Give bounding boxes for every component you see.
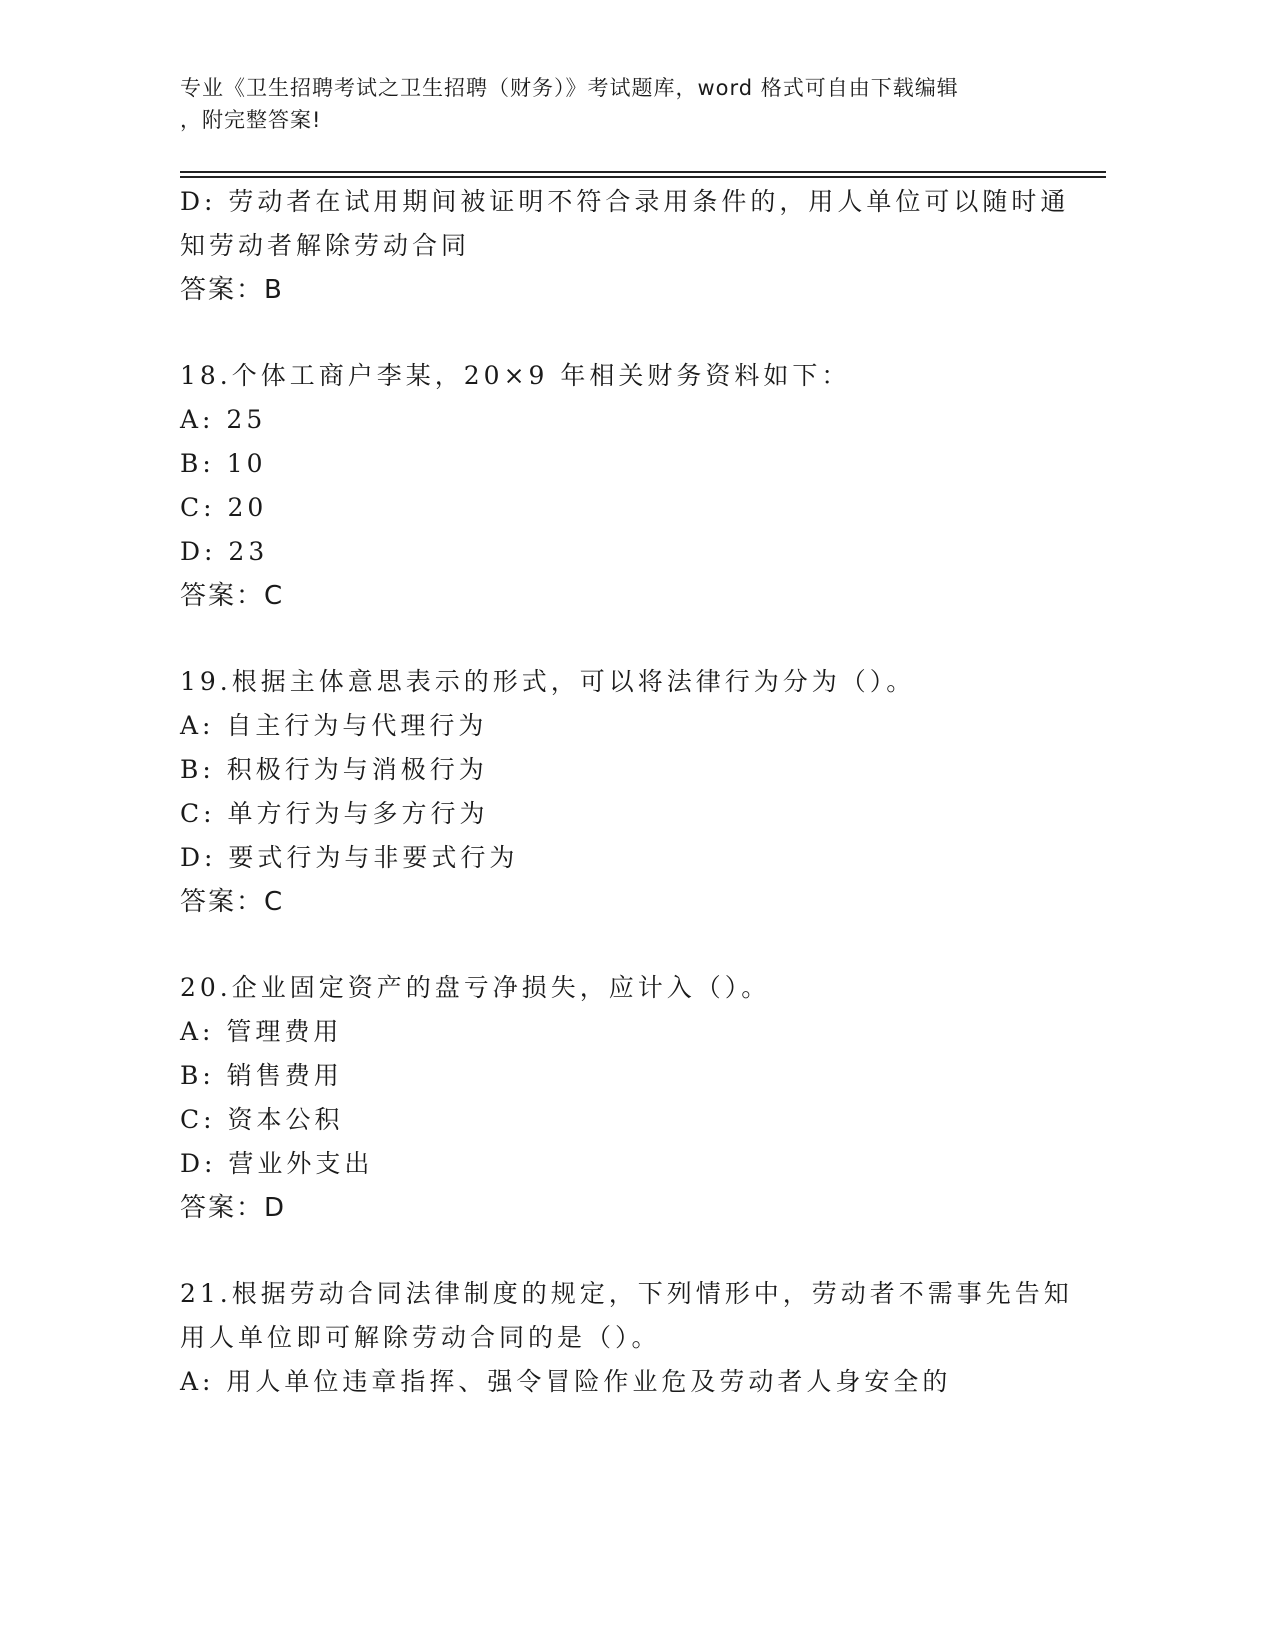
option-a: A: 管理费用 <box>180 1017 343 1046</box>
option-a: A: 自主行为与代理行为 <box>180 711 488 740</box>
header-divider-bottom <box>180 176 1106 178</box>
question-block-19 <box>180 660 1080 924</box>
option-d: D: 劳动者在试用期间被证明不符合录用条件的，用人单位可以随时通 <box>180 187 1070 216</box>
option-b: B: 10 <box>180 449 267 478</box>
answer-17: 答案：B <box>180 275 284 305</box>
header-line-1: 专业《卫生招聘考试之卫生招聘（财务）》考试题库，word 格式可自由下载编辑 <box>180 76 959 100</box>
answer-18: 答案：C <box>180 581 285 611</box>
option-d: D: 营业外支出 <box>180 1149 374 1178</box>
option-b: B: 积极行为与消极行为 <box>180 755 488 784</box>
answer-20: 答案：D <box>180 1193 287 1223</box>
option-d: D: 要式行为与非要式行为 <box>180 843 519 872</box>
question-block-17 <box>180 180 1080 312</box>
question-stem-19: 19.根据主体意思表示的形式，可以将法律行为分为（）。 <box>180 667 916 696</box>
option-b: B: 销售费用 <box>180 1061 343 1090</box>
option-c: C: 20 <box>180 493 268 522</box>
document-header <box>180 72 1040 136</box>
option-a: A: 用人单位违章指挥、强令冒险作业危及劳动者人身安全的 <box>180 1367 952 1396</box>
option-c: C: 资本公积 <box>180 1105 344 1134</box>
question-block-20 <box>180 966 1080 1230</box>
answer-19: 答案：C <box>180 887 285 917</box>
question-stem-18: 18.个体工商户李某，20×9 年相关财务资料如下： <box>180 361 851 390</box>
option-a: A: 25 <box>180 405 267 434</box>
question-block-18 <box>180 354 1080 618</box>
option-d: D: 23 <box>180 537 269 566</box>
question-stem-21-continued: 用人单位即可解除劳动合同的是（）。 <box>180 1323 661 1352</box>
header-divider-top <box>180 171 1106 173</box>
question-block-21 <box>180 1272 1080 1404</box>
question-stem-21: 21.根据劳动合同法律制度的规定，下列情形中，劳动者不需事先告知 <box>180 1279 1073 1308</box>
option-c: C: 单方行为与多方行为 <box>180 799 489 828</box>
question-list <box>180 180 1080 1404</box>
question-stem-20: 20.企业固定资产的盘亏净损失，应计入（）。 <box>180 973 771 1002</box>
option-d-continued: 知劳动者解除劳动合同 <box>180 231 471 260</box>
header-line-2: ，附完整答案! <box>180 108 322 132</box>
